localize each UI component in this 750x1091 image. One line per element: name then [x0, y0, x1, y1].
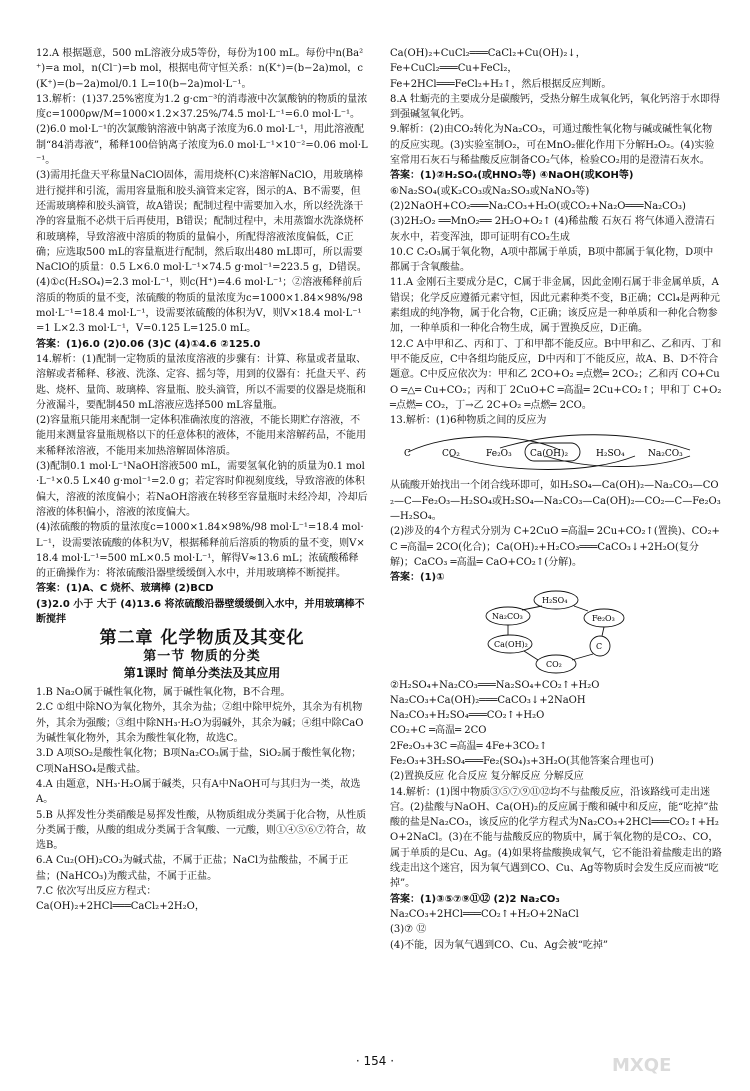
q13-analysis-1: 13.解析：(1)37.25%密度为1.2 g·cm⁻³的消毒液中次氯酸钠的物质的量浓度c=1000ρw/M=1000×1.2×37.25%/74.5 mol·L⁻¹=6.0 mol·L⁻¹。	[36, 93, 368, 121]
q9-answer-2: ⑥Na₂SO₄(或K₂CO₃或Na₂SO₃或NaNO₃等)	[390, 185, 590, 197]
left-column	[36, 46, 368, 915]
q13-answer-eq-4: CO₂+C ═高温═ 2CO	[390, 725, 487, 737]
left-before-block	[36, 46, 368, 627]
q14-answer-1: 答案：(1)A、C 烧杯、玻璃棒 (2)BCD	[36, 583, 214, 595]
q12-text-right: 12.C A中甲和乙、丙和丁、丁和甲都不能反应。B中甲和乙、乙和丙、丁和甲不能反应，C中各组均能反应，D中丙和丁不能反应，故A、B、D不符合题意。C中反应依次为：甲和乙 2CO+O₂ ═点燃═ 2CO₂；乙和丙 CO+CuO ═△═ Cu+CO₂；丙和丁 2CuO+C ═高温═ 2Cu+CO₂↑；甲和丁 C+O₂ ═点燃═ CO₂，丁→乙 2C+O₂ ═点燃═ 2CO。	[390, 338, 722, 411]
ring-label-caoh2: Ca(OH)₂	[494, 639, 528, 649]
q13-analysis-3: (3)需用托盘天平称量NaClO固体，需用烧杯(C)来溶解NaClO，用玻璃棒进行搅拌和引流，需用容量瓶和胶头滴管来定容，图示的A、B不需要，但还需玻璃棒和胶头滴管，故A错误；配制过程中需要加入水，所以经洗涤干净的容量瓶不必烘干后再使用，B错误；配制过程中，未用蒸馏水洗涤烧杯和玻璃棒，导致溶液中溶质的物质的量偏小，所配得溶液浓度偏低，C正确；应选取500 mL的容量瓶进行配制，然后取出480 mL即可，所以需要NaClO的质量：0.5 L×6.0 mol·L⁻¹×74.5 g·mol⁻¹=223.5 g，D错误。	[36, 170, 367, 274]
q6-text: 6.A Cu₂(OH)₂CO₃为碱式盐，不属于正盐；NaCl为盐酸盐，不属于正盐；(NaHCO₃)为酸式盐，不属于正盐。	[36, 855, 349, 882]
q14-answer-right-2: Na₂CO₃+2HCl═══CO₂↑+H₂O+2NaCl	[390, 908, 579, 920]
q13-analysis-4: (4)①c(H₂SO₄)=2.3 mol·L⁻¹，则c(H⁺)=4.6 mol·L⁻¹；②溶液稀释前后溶质的物质的量不变，浓硫酸的物质的量浓度为c=1000×1.84×98%/98 mol·L⁻¹=18.4 mol·L⁻¹，设需要浓硫酸的体积为V，则V×18.4 mol·L⁻¹=1 L×2.3 mol·L⁻¹，V=0.125 L=125.0 mL。	[36, 277, 363, 335]
q7-equation-2: Ca(OH)₂+CuCl₂═══CaCl₂+Cu(OH)₂↓，	[390, 48, 586, 59]
q13-answer-eq-2: Na₂CO₃+Ca(OH)₂═══CaCO₃↓+2NaOH	[390, 694, 586, 706]
q13-answer-types: (2)置换反应 化合反应 复分解反应 分解反应	[390, 771, 584, 783]
q4-text: 4.A 由题意，NH₃·H₂O属于碱类，只有A中NaOH可与其归为一类，故选A。	[36, 778, 361, 806]
ring-label-h2so4: H₂SO₄	[542, 595, 568, 605]
chain-label-caoh2: Ca(OH)₂	[530, 449, 569, 460]
chain-label-na2co3: Na₂CO₃	[648, 449, 683, 460]
left-after-block	[36, 685, 368, 914]
q14-answer-right-1: 答案：(1)③⑤⑦⑨⑪⑫ (2)2 Na₂CO₃	[390, 893, 560, 905]
page-number: · 154 ·	[355, 1054, 395, 1068]
q13-answer-eq-6: Fe₂O₃+3H₂SO₄═══Fe₂(SO₄)₃+3H₂O(其他答案合理也可)	[390, 755, 654, 767]
chain-label-h2so4: H₂SO₄	[596, 449, 625, 460]
q7-equation-3: Fe+CuCl₂═══Cu+FeCl₂，	[390, 63, 518, 75]
q14-answer-right-3: (3)⑦ ⑫	[390, 924, 427, 936]
q14-answer-right-4: (4)不能，因为氧气遇到CO、Cu、Ag会被“吃掉”	[390, 939, 608, 951]
ring-label-fe2o3: Fe₂O₃	[592, 613, 615, 623]
right-before-block	[390, 46, 722, 428]
right-after-block	[390, 678, 722, 953]
q9-answer-4: (3)2H₂O₂ ══MnO₂══ 2H₂O+O₂↑ (4)稀盐酸 石灰石 将气体通入澄清石灰水中，若变浑浊，即可证明有CO₂生成	[390, 216, 715, 243]
q9-answer-1: 答案：(1)②H₂SO₄(或HNO₃等) ④NaOH(或KOH等)	[390, 170, 634, 182]
q9-analysis: 9.解析：(2)由CO₂转化为Na₂CO₃，可通过酸性氧化物与碱或碱性氧化物的反应实现。(3)实验室制O₂，可在MnO₂催化作用下分解H₂O₂。(4)实验室常用石灰石与稀盐酸反应制备CO₂气体，检验CO₂用的是澄清石灰水。	[390, 124, 715, 167]
ring-label-co2: CO₂	[546, 659, 562, 669]
q10-text: 10.C C₂O₃属于氧化物，A项中都属于单质，B项中都属于氧化物，D项中都属于含氧酸盐。	[390, 246, 714, 274]
q3-text: 3.D A项SO₂是酸性氧化物；B项Na₂CO₃属于盐，SiO₂属于酸性氧化物；C项NaHSO₄是酸式盐。	[36, 748, 362, 775]
q13-answer-eq-5: 2Fe₂O₃+3C ═高温═ 4Fe+3CO₂↑	[390, 740, 548, 752]
q13-analysis-right: 13.解析：(1)6种物质之间的反应为	[390, 415, 547, 427]
section-title: 第一节 物质的分类	[143, 648, 261, 664]
q14-analysis-right: 14.解析：(1)图中物质③⑤⑦⑨⑪⑫均不与盐酸反应，沿该路线可走出迷宫。(2)盐酸与NaOH、Ca(OH)₂的反应属于酸和碱中和反应，能“吃掉”盐酸的盐是Na₂CO₃，该反应的化学方程式为Na₂CO₃+2HCl═══CO₂↑+H₂O+2NaCl。(3)在不能与盐酸反应的物质中，属于氧化物的是CO₂、CO，属于单质的是Cu、Ag。(4)如果将盐酸换成氧气，它不能沿着盐酸走出的路线走出这个迷宫，因为氧气遇到CO、Cu、Ag等物质时会发生反应而被“吃掉”。	[390, 786, 722, 890]
chapter-title: 第二章 化学物质及其变化	[99, 628, 305, 649]
q13-analysis-2: (2)6.0 mol·L⁻¹的次氯酸钠溶液中钠离子浓度为6.0 mol·L⁻¹，用此溶液配制“84消毒液”，稀释100倍钠离子浓度为6.0 mol·L⁻¹×10⁻²=0.06 mol·L⁻¹。	[36, 124, 368, 167]
reaction-ring-figure	[390, 588, 722, 676]
ring-label-c: C	[596, 641, 603, 651]
q14-answer-2: (3)2.0 小于 大于 (4)13.6 将浓硫酸沿器壁缓缓倒入水中，并用玻璃棒不断搅拌	[36, 598, 365, 625]
q12-text: 12.A 根据题意，500 mL溶液分成5等份，每份为100 mL。每份中n(Ba²⁺)=a mol，n(Cl⁻)=b mol，根据电荷守恒关系：n(K⁺)=(b−2a)mol，c(K⁺)=(b−2a)mol/0.1 L=10(b−2a)mol·L⁻¹。	[36, 48, 364, 90]
q13-answer-label: 答案：(1)①	[390, 572, 445, 584]
q13-answer-eq-1: ②H₂SO₄+Na₂CO₃═══Na₂SO₄+CO₂↑+H₂O	[390, 679, 600, 691]
q2-text: 2.C ①组中除NO为氧化物外，其余为盐；②组中除甲烷外，其余为有机物外，其余为强酸；③组中除NH₃·H₂O为弱碱外，其余为碱；④组中除CaO为碱性氧化物外，其余为酸性氧化物，故选C。	[36, 702, 364, 745]
q7-text: 7.C 依次写出反应方程式：	[36, 886, 157, 898]
q9-answer-3: (2)2NaOH+CO₂═══Na₂CO₃+H₂O(或CO₂+Na₂O═══Na₂CO₃)	[390, 200, 686, 212]
q14-analysis-3: (3)配制0.1 mol·L⁻¹NaOH溶液500 mL，需要氢氧化钠的质量为0.1 mol·L⁻¹×0.5 L×40 g·mol⁻¹=2.0 g；若定容时仰视刻度线，导致溶液的体积偏大，溶液的浓度偏小；若NaOH溶液在转移至容量瓶时未经冷却，冷却后溶液的体积偏小，溶液的浓度偏大。	[36, 461, 368, 518]
q7-equation: Ca(OH)₂+2HCl═══CaCl₂+2H₂O，	[36, 901, 205, 913]
q14-analysis-4: (4)浓硫酸的物质的量浓度c=1000×1.84×98%/98 mol·L⁻¹=18.4 mol·L⁻¹，设需要浓硫酸的体积为V，根据稀释前后溶质的物质的量不变，则V×18.4 mol·L⁻¹=500 mL×0.5 mol·L⁻¹，解得V≈13.6 mL；浓硫酸稀释的正确操作为：将浓硫酸沿器壁缓缓倒入水中，并用玻璃棒不断搅拌。	[36, 522, 365, 580]
chain-label-c: C	[404, 449, 411, 460]
ring-label-na2co3: Na₂CO₃	[492, 611, 523, 621]
q11-text: 11.A 金刚石主要成分是C，C属于非金属，因此金刚石属于非金属单质，A错误；化学反应遵循元素守恒，因此元素种类不变，B正确；CCl₄是两种元素组成的纯净物，属于化合物，C正确；该反应是一种单质和一种化合物参加，一种单质和一种化合物生成，属于置换反应，D正确。	[390, 277, 720, 335]
q5-text: 5.B 从挥发性分类硝酸是易挥发性酸，从物质组成分类属于化合物，从性质分类属于酸，从酸的组成分类属于含氧酸、一元酸，则①④⑤⑥⑦符合，故选B。	[36, 809, 367, 852]
q13-answer: 答案：(1)6.0 (2)0.06 (3)C (4)①4.6 ②125.0	[36, 338, 261, 350]
q14-analysis-2: (2)容量瓶只能用来配制一定体积准确浓度的溶液，不能长期贮存溶液，不能用来测量容量瓶规格以下的任意体积的液体，不能用来溶解药品，不能用来稀释浓溶液，不能用来加热溶解固体溶质。	[36, 415, 366, 457]
watermark-logo	[608, 1043, 728, 1083]
chain-label-fe2o3: Fe₂O₃	[486, 449, 512, 460]
q8-text: 8.A 牡蛎壳的主要成分是碳酸钙，受热分解生成氧化钙，氧化钙溶于水即得到强碱氢氧化钙。	[390, 93, 720, 121]
q7-equation-4: Fe+2HCl═══FeCl₂+H₂↑，然后根据反应判断。	[390, 78, 612, 90]
q1-text: 1.B Na₂O属于碱性氧化物，属于碱性氧化物，B不合理。	[36, 687, 291, 699]
q13-answer-eq-3: Na₂CO₃+H₂SO₄═══CO₂↑+H₂O	[390, 710, 545, 722]
reaction-chain-figure	[390, 430, 722, 476]
chain-label-co2: CO₂	[442, 449, 460, 460]
q14-analysis-1: 14.解析：(1)配制一定物质的量浓度溶液的步骤有：计算、称量或者量取、溶解或者稀释、移液、洗涤、定容、摇匀等，用到的仪器有：托盘天平、药匙、烧杯、量筒、玻璃棒、容量瓶、胶头滴管，所以不需要的仪器是烧瓶和分液漏斗，要配制450 mL溶液应选择500 mL容量瓶。	[36, 353, 367, 411]
svg-text:MXQE: MXQE	[612, 1055, 672, 1076]
right-middle-block	[390, 478, 722, 585]
lesson-title: 第1课时 简单分类法及其应用	[123, 665, 281, 680]
q13-chain-text: 从硫酸开始找出一个闭合线环即可，如H₂SO₄—Ca(OH)₂—Na₂CO₃—CO₂—C—Fe₂O₃—H₂SO₄或H₂SO₄—Na₂CO₃—Ca(OH)₂—CO₂—C—Fe₂O₃—H₂SO₄。	[390, 480, 721, 523]
right-column	[390, 46, 722, 953]
q13-equations-text: (2)涉及的4个方程式分别为 C+2CuO ═高温═ 2Cu+CO₂↑(置换)、CO₂+C ═高温═ 2CO(化合)；Ca(OH)₂+H₂CO₃═══CaCO₃↓+2H₂O(复分解)；CaCO₃ ═高温═ CaO+CO₂↑(分解)。	[390, 526, 720, 568]
